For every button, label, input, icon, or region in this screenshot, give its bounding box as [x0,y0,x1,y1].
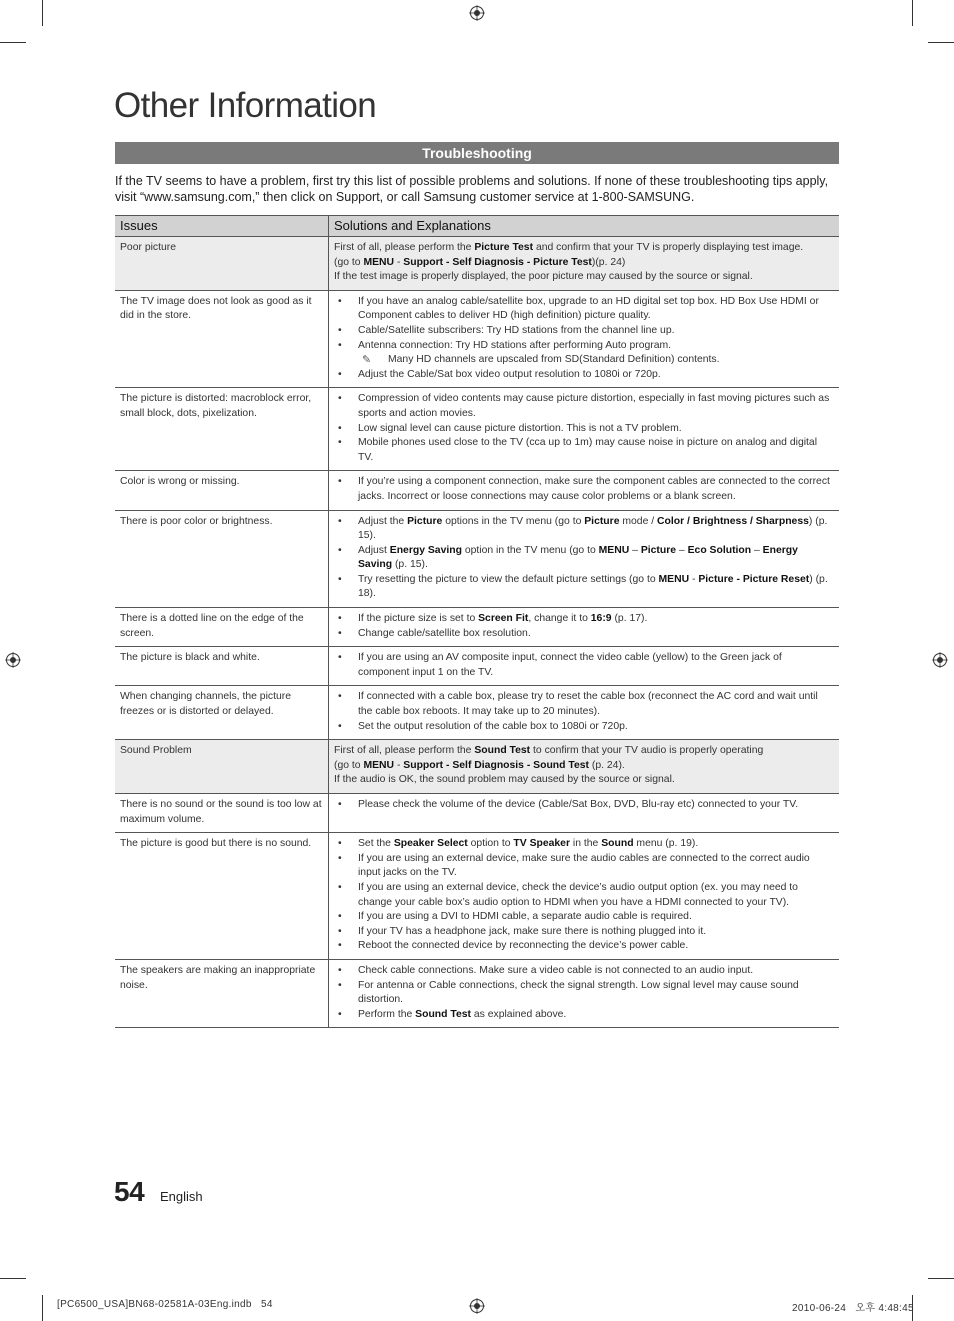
crop-mark [928,42,954,43]
solution-item: • Adjust the Cable/Sat box video output resolution to 1080i or 720p. [334,368,834,383]
solution-item: • If you have an analog cable/satellite box, upgrade to an HD digital set top box. HD Box Use HDMI or Component cables to deliver HD (high definition) picture quality. [334,295,834,324]
bold-term: Support - Self Diagnosis - Sound Test [403,759,589,771]
solution-cell [329,686,840,740]
bold-term: Picture - Picture Reset [698,573,810,585]
bold-term: Sound Test [474,745,531,757]
issue-cell: There is poor color or brightness. [115,510,329,608]
solution-item: • Compression of video contents may cause picture distortion, especially in fast moving pictures such as sports and action movies. [334,392,834,421]
bold-term: Speaker Select [393,838,468,850]
table-row [115,833,839,960]
solution-item: • Set the Speaker Select option to TV Speaker in the Sound menu (p. 19). [334,837,834,852]
solution-list [334,392,834,465]
table-row [115,647,839,686]
bold-term: MENU [363,759,395,771]
table-row [115,237,839,291]
solution-list [334,798,834,813]
solution-item: • Antenna connection: Try HD stations after performing Auto program. [334,339,834,354]
bold-term: Picture [584,515,620,527]
table-row [115,686,839,740]
bold-term: Color / Brightness / Sharpness [657,515,809,527]
table-row [115,471,839,510]
bold-term: Sound [601,838,634,850]
solution-item: • If connected with a cable box, please try to reset the cable box (reconnect the AC cord and wait until the cable box reboots. It may take up to 20 minutes). [334,690,834,719]
table-body [115,237,839,1028]
registration-mark-icon [469,1298,485,1314]
solution-item: • Cable/Satellite subscribers: Try HD stations from the channel line up. [334,324,834,339]
note-pencil-icon: ✎ [362,354,372,367]
issue-cell: There is a dotted line on the edge of the screen. [115,608,329,647]
solution-cell [329,740,840,794]
bold-term: Picture Test [474,242,534,253]
troubleshooting-table [115,215,839,1028]
solution-item: • If your TV has a headphone jack, make sure there is nothing plugged into it. [334,925,834,940]
header-solutions: Solutions and Explanations [329,216,840,237]
issue-cell: The picture is good but there is no sound. [115,833,329,960]
print-footer-file: [PC6500_USA]BN68-02581A-03Eng.indb 54 [57,1299,273,1310]
intro-paragraph: If the TV seems to have a problem, first try this list of possible problems and solutions. If none of these troubleshooting tips apply, visit “www.samsung.com,” then click on Support, or call Samsung customer service at 1-800-SAMSUNG. [115,174,829,204]
solution-list [334,837,834,954]
bold-term: Picture [407,515,443,527]
table-row [115,608,839,647]
issue-cell: The picture is black and white. [115,647,329,686]
solution-item: • If the picture size is set to Screen Fit, change it to 16:9 (p. 17). [334,612,834,627]
solution-list [334,964,834,1022]
page-title: Other Information [114,86,377,125]
issue-cell: Poor picture [115,237,329,291]
registration-mark-icon [932,652,948,668]
solution-line: (go to MENU - Support - Self Diagnosis - Picture Test)(p. 24) [334,256,626,268]
table-header-row [115,216,839,237]
bold-term: Sound Test [415,1008,471,1020]
solution-list [334,368,834,383]
bold-term: MENU [598,544,630,556]
table-row [115,959,839,1027]
bold-term: Screen Fit [478,613,529,625]
issue-cell: The picture is distorted: macroblock error, small block, dots, pixelization. [115,388,329,471]
crop-mark [0,42,26,43]
solution-item: • Please check the volume of the device (Cable/Sat Box, DVD, Blu-ray etc) connected to your TV. [334,798,834,813]
crop-mark [42,0,43,26]
solution-list [334,475,834,504]
bold-term: Energy Saving [358,544,798,571]
solution-line: First of all, please perform the Picture Test and confirm that your TV is properly displaying test image. [334,242,804,253]
solution-item: • If you’re using a component connection, make sure the component cables are connected to the correct jacks. Incorrect or loose connections may cause color problems or a blank screen. [334,475,834,504]
page-language: English [160,1189,203,1204]
issue-cell: The speakers are making an inappropriate noise. [115,959,329,1027]
issue-cell: Sound Problem [115,740,329,794]
solution-item: • Low signal level can cause picture distortion. This is not a TV problem. [334,422,834,437]
bold-term: Picture [640,544,677,556]
solution-item: • If you are using an AV composite input, connect the video cable (yellow) to the Green jack of component input 1 on the TV. [334,651,834,680]
solution-line: (go to MENU - Support - Self Diagnosis - Sound Test (p. 24). [334,759,625,771]
bold-term: Eco Solution [687,544,752,556]
solution-list [334,651,834,680]
table-row [115,740,839,794]
bold-term: MENU [363,256,395,268]
header-issues: Issues [115,216,329,237]
solution-line: If the test image is properly displayed, the poor picture may caused by the source or signal. [334,271,753,283]
table-row [115,388,839,471]
solution-item: • Try resetting the picture to view the default picture settings (go to MENU - Picture - Picture Reset) (p. 18). [334,573,834,602]
table-row [115,794,839,833]
solution-cell [329,290,840,388]
bold-term: Energy Saving [389,544,462,556]
issue-cell: Color is wrong or missing. [115,471,329,510]
solution-list [334,515,834,603]
solution-cell [329,471,840,510]
bold-term: 16:9 [590,613,612,625]
table-row [115,290,839,388]
print-footer-timestamp: 2010-06-24 오후 4:48:45 [792,1303,914,1314]
issue-cell: The TV image does not look as good as it did in the store. [115,290,329,388]
note: ✎ Many HD channels are upscaled from SD(Standard Definition) contents. [362,354,720,367]
solution-cell [329,388,840,471]
page-number: 54 [114,1176,145,1207]
solution-item: • Mobile phones used close to the TV (cca up to 1m) may cause noise in picture on analog and digital TV. [334,436,834,465]
solution-cell [329,608,840,647]
solution-cell [329,510,840,608]
section-title: Troubleshooting [115,142,839,164]
crop-mark [912,0,913,26]
crop-mark [42,1295,43,1321]
solution-cell [329,833,840,960]
table-row [115,510,839,608]
solution-item: • If you are using an external device, check the device’s audio output option (ex. you may need to change your cable box’s audio option to HDMI when you have a HDMI connected to your TV). [334,881,834,910]
bold-term: Support - Self Diagnosis - Picture Test [403,256,592,268]
registration-mark-icon [5,652,21,668]
solution-item: • For antenna or Cable connections, check the signal strength. Low signal level may cause sound distortion. [334,979,834,1008]
solution-cell [329,647,840,686]
solution-cell [329,959,840,1027]
bold-term: MENU [658,573,690,585]
solution-item: • Set the output resolution of the cable box to 1080i or 720p. [334,720,834,735]
solution-line: If the audio is OK, the sound problem may caused by the source or signal. [334,774,675,786]
solution-item: • If you are using a DVI to HDMI cable, a separate audio cable is required. [334,910,834,925]
solution-line: First of all, please perform the Sound Test to confirm that your TV audio is properly operating [334,745,764,757]
solution-list [334,295,834,353]
solution-item: • Reboot the connected device by reconnecting the device’s power cable. [334,939,834,954]
bold-term: TV Speaker [513,838,571,850]
solution-list [334,690,834,734]
issue-cell: There is no sound or the sound is too low at maximum volume. [115,794,329,833]
registration-mark-icon [469,5,485,21]
crop-mark [928,1278,954,1279]
solution-cell [329,237,840,291]
solution-item: • Check cable connections. Make sure a video cable is not connected to an audio input. [334,964,834,979]
crop-mark [0,1278,26,1279]
solution-list [334,612,834,641]
solution-item: • Change cable/satellite box resolution. [334,627,834,642]
issue-cell: When changing channels, the picture freezes or is distorted or delayed. [115,686,329,740]
solution-cell [329,794,840,833]
solution-item: • Perform the Sound Test as explained above. [334,1008,834,1023]
solution-item: • If you are using an external device, make sure the audio cables are connected to the correct audio input jacks on the TV. [334,852,834,881]
solution-item: • Adjust Energy Saving option in the TV menu (go to MENU – Picture – Eco Solution – Energy Saving (p. 15). [334,544,834,573]
solution-item: • Adjust the Picture options in the TV menu (go to Picture mode / Color / Brightness / Sharpness) (p. 15). [334,515,834,544]
